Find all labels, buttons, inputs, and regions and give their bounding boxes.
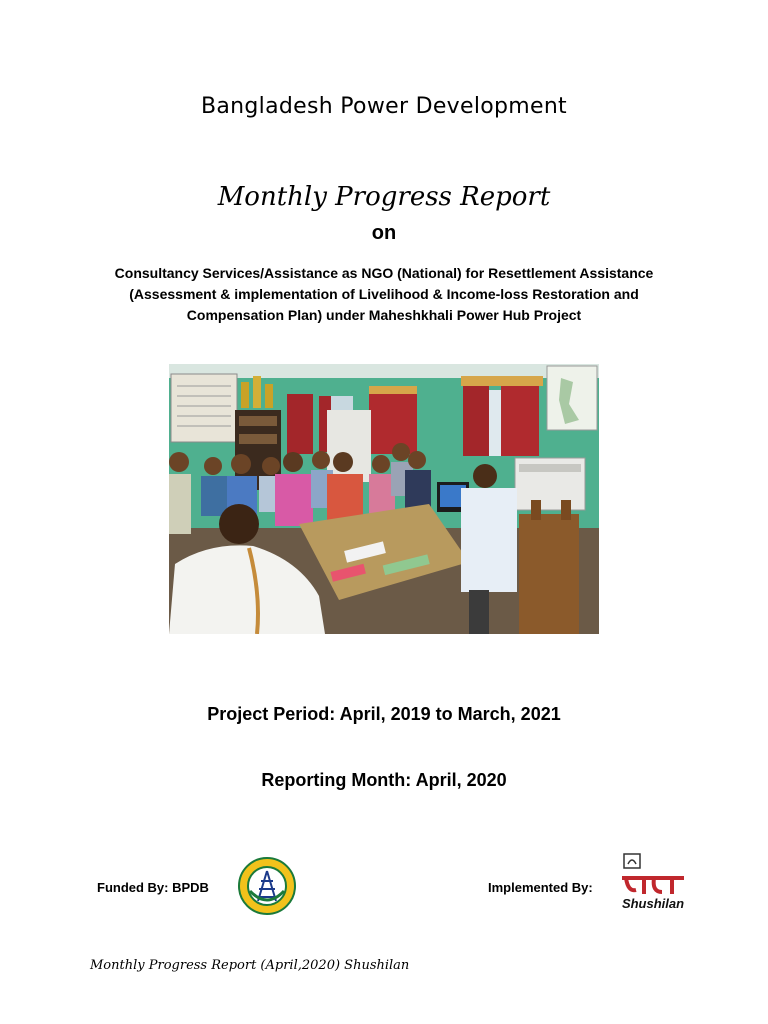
project-description: Consultancy Services/Assistance as NGO (National) for Resettlement Assistance (Assessment & implementation of Livelihood & Income-loss Restoration and Compensation Plan) under Maheshkhali Power Hub Project [114,265,654,323]
logo-text: Shushilan [621,896,685,911]
reporting-month: Reporting Month: April, 2020 [261,770,507,790]
organization-name: Bangladesh Power Development [201,94,567,119]
title-connector: on [371,222,397,244]
meeting-photo-illustration [169,364,599,634]
funded-by-label: Funded By: BPDB [97,880,209,895]
footer-text: Monthly Progress Report (April,2020) Shushilan [90,958,410,973]
bpdb-seal-icon [238,857,296,915]
report-title: Monthly Progress Report [217,182,551,212]
project-period: Project Period: April, 2019 to March, 2021 [207,704,561,724]
shushilan-logo-icon [618,852,688,912]
implemented-by-label: Implemented By: [488,880,593,895]
meeting-photo [169,364,599,634]
